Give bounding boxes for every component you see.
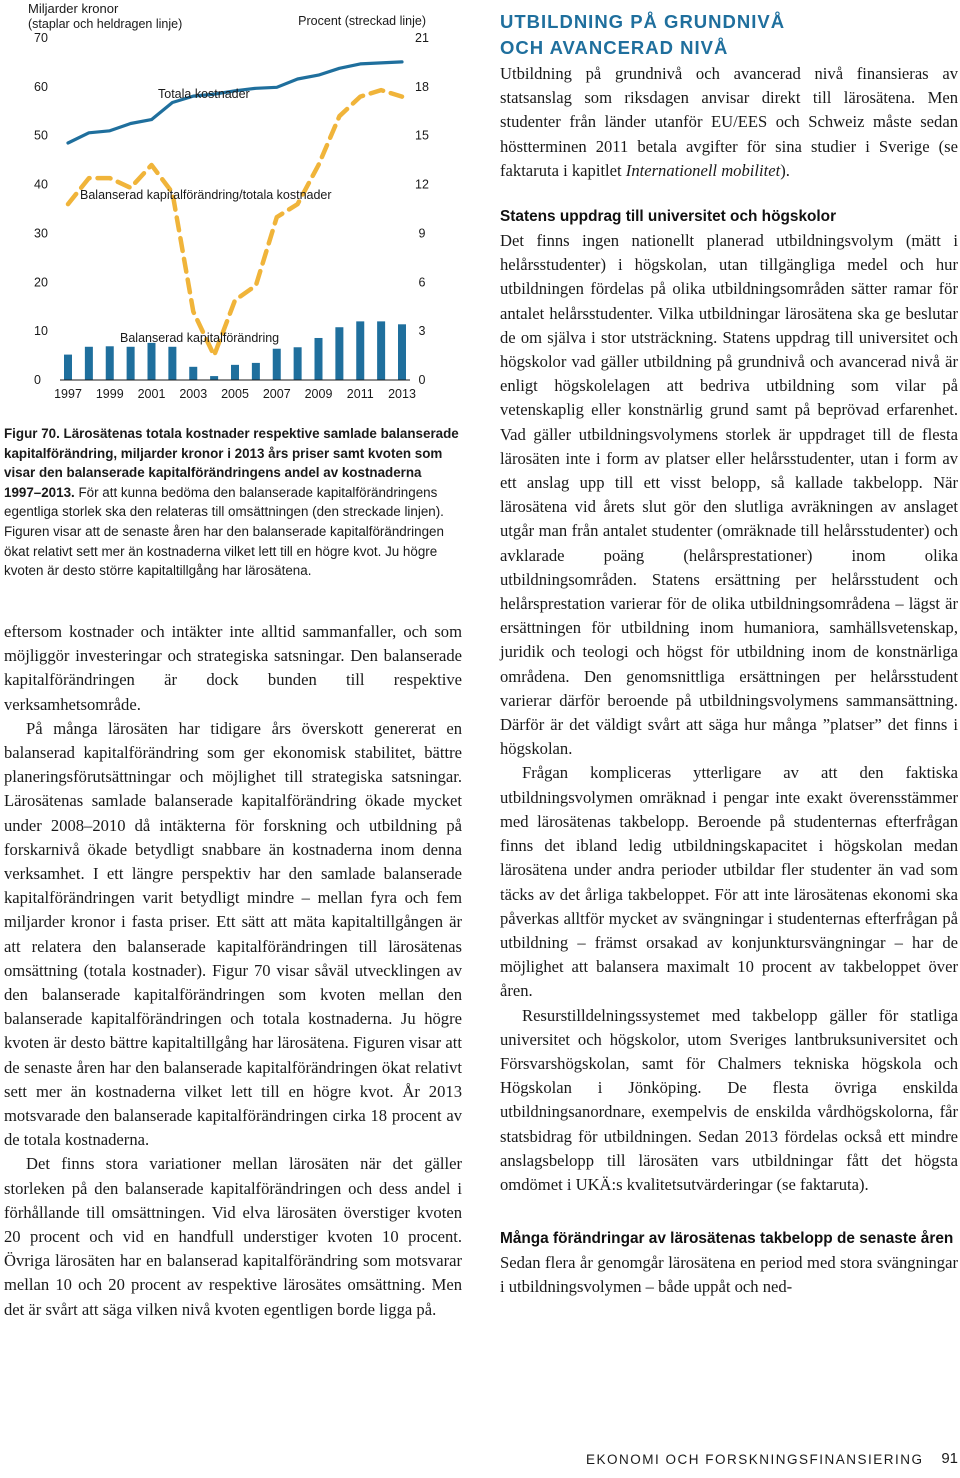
left-tick-30: 30 bbox=[34, 226, 48, 241]
chart-svg bbox=[0, 0, 460, 420]
caption-bold: Figur 70. Lärosätenas totala kostnader respektive samlade balanserade kapitalförändring, miljarder kronor i 2013 års priser samt kvoten som visar den balanserade kapitalförändringens andel av kostnaderna 1997–2013. bbox=[4, 426, 459, 500]
x-axis-ticks bbox=[54, 387, 416, 401]
x-tick-2001: 2001 bbox=[137, 387, 166, 401]
bar-2005 bbox=[231, 365, 239, 380]
left-tick-10: 10 bbox=[34, 324, 48, 339]
right-paragraph-1: Det finns ingen nationellt planerad utbildningsvolym (mätt i helårsstudenter) i högskolan, utan tillgängliga medel och hur utbildningen fördelas på olika utbildningsområden sätter ramar för antalet helårsstudenter. Vilka utbildningar lärosätena ska ge beslutar de om själva i stor utsträckning. Statens uppdrag till universitet och högskolor vad gäller utbildning på grundnivå och avancerad nivå är enligt högskolelagen att bedriva utbildning som vilar på vetenskaplig eller konstnärlig grund samt på beprövad erfarenhet. Vad gäller utbildningsvolymens storlek är uppdraget till de flesta lärosäten inte i form av platser eller helårsstudenter, utan i form av ett anslag upp till ett visst belopp, så kallade takbelopp. När lärosätena vid årets slut gör den slutliga avräkningen av anslaget utgår man från antalet studenter (omräknade till helårsstudenter) och avklarade poäng (helårsprestationer) inom olika utbildningsområden. Statens ersättning per helårsstudent och helårsprestation varierar för de olika utbildningsområdena – lägst är ersättningen för utbildning inom humaniora, samhällsvetenskap, juridik och teologi och högst för utbildning inom de konstnärliga områdena. Den genomsnittliga ersättningen per helårsstudent varierar därför beroende på utbildningsvolymens sammansättning. Därför är det väldigt svårt att säga hur många ”platser” det finns i högskolan. bbox=[500, 231, 958, 759]
right-tick-15: 15 bbox=[415, 128, 429, 143]
left-paragraph-3: Det finns stora variationer mellan lärosäten när det gäller storleken på den balanserade kapitalförändringen och dess andel i förhållande till omsättningen. Vid elva lärosäten överstiger kvoten 20 procent och vid en handfull understiger kvoten 10 procent. Övriga lärosäten har en balanserad kapitalförändring som motsvarar mellan 10 och 20 procent av respektive lärosätes omsättning. Men det är svårt att säga vilken nivå kvoten egentligen borde ligga på. bbox=[4, 1154, 462, 1319]
x-tick-2007: 2007 bbox=[262, 387, 291, 401]
right-paragraph-2: Frågan kompliceras ytterligare av att den faktiska utbildningsvolymen omräknad i pengar inte exakt överensstämmer med lärosätenas takbelopp. Beroende på studenternas efterfrågan finns det ibland ledig utbildningskapacitet i högskolan medan lärosätena under andra perioder utbildar fler studenter än vad som täcks av det årliga takbeloppet. För att inte lärosätenas ekonomi ska påverkas alltför mycket av svängningar i studenternas efterfrågan på utbildning – främst orsakad av konjunktursvängningar – har de möjlighet att balansera maximalt 10 procent av takbeloppet över åren. bbox=[500, 763, 958, 1001]
figure-caption bbox=[4, 424, 462, 581]
right-axis-title: Procent (streckad linje) bbox=[298, 14, 426, 28]
figure-70-chart bbox=[0, 0, 460, 420]
right-tick-21: 21 bbox=[415, 31, 429, 45]
bar-2000 bbox=[127, 347, 135, 380]
bar-2009 bbox=[315, 338, 323, 380]
section-title-line-1: UTBILDNING PÅ GRUNDNIVÅ bbox=[500, 11, 786, 32]
bar-2006 bbox=[252, 363, 260, 380]
left-tick-40: 40 bbox=[34, 177, 48, 192]
bar-2008 bbox=[294, 347, 302, 380]
right-tick-12: 12 bbox=[415, 177, 429, 192]
left-column-text bbox=[4, 620, 462, 1322]
left-tick-60: 60 bbox=[34, 79, 48, 94]
x-tick-2005: 2005 bbox=[221, 387, 249, 401]
bar-1998 bbox=[85, 347, 93, 380]
left-tick-70: 70 bbox=[34, 31, 48, 45]
bar-2002 bbox=[168, 347, 176, 380]
x-tick-2009: 2009 bbox=[304, 387, 333, 401]
intro-end: ). bbox=[780, 160, 790, 180]
ratio-dashed-line bbox=[68, 90, 402, 356]
left-axis-title-1: Miljarder kronor bbox=[28, 1, 119, 16]
bar-2010 bbox=[335, 327, 343, 380]
x-tick-2011: 2011 bbox=[346, 387, 374, 401]
heading-statens-uppdrag: Statens uppdrag till universitet och högskolor bbox=[500, 208, 837, 226]
series-lines bbox=[68, 62, 402, 356]
label-total-costs: Totala kostnader bbox=[158, 87, 250, 101]
left-paragraph-1: eftersom kostnader och intäkter inte alltid sammanfaller, och som möjliggör investeringar och strategiska satsningar. Den balanserade kapitalförändringen är dock bunden till respektive verksamhetsområde. bbox=[4, 622, 462, 714]
right-tick-0: 0 bbox=[418, 373, 426, 387]
right-tick-18: 18 bbox=[415, 79, 429, 94]
page-footer bbox=[586, 1452, 960, 1467]
x-tick-2013: 2013 bbox=[388, 387, 416, 401]
intro-paragraph bbox=[500, 62, 958, 183]
left-axis-title-2: (staplar och heldragen linje) bbox=[28, 17, 183, 31]
bar-1999 bbox=[106, 346, 114, 380]
x-tick-1999: 1999 bbox=[95, 387, 124, 401]
left-tick-50: 50 bbox=[34, 128, 48, 143]
right-tick-9: 9 bbox=[418, 226, 426, 241]
footer-label: EKONOMI OCH FORSKNINGSFINANSIERING bbox=[586, 1452, 924, 1467]
bar-2012 bbox=[377, 321, 385, 380]
heading-takbelopp: Många förändringar av lärosätenas takbelopp de senaste åren bbox=[500, 1230, 954, 1248]
label-ratio: Balanserad kapitalförändring/totala kostnader bbox=[80, 188, 332, 202]
label-capital: Balanserad kapitalförändring bbox=[120, 331, 280, 345]
bar-2007 bbox=[273, 349, 281, 380]
left-paragraph-2: På många lärosäten har tidigare års överskott genererat en balanserad kapitalförändring som ger ekonomisk stabilitet, bättre planeringsförutsättningar och möjlighet till strategiska satsningar. Lärosätenas samlade balanserade kapitalförändring ökade mycket under 2008–2010 då intäkterna för forskning och utbildning på forskarnivå ökade betydligt snabbare än kostnaderna inom denna verksamhet. I ett längre perspektiv har den samlade balanserade kapitalförändringen varit betydligt mindre – mellan fyra och fem miljarder kronor i fasta priser. Ett sätt att mäta kapitaltillgången är att relatera den balanserade kapitalförändringen till lärosätenas omsättning (totala kostnader). Figur 70 visar såväl utvecklingen av den balanserade kapitalförändringen som kvoten mellan den balanserade kapitalförändringen och totala kostnaderna. Ju högre kvoten är desto bättre kapitaltillgång har lärosätena. Figuren visar att de senaste åren har den balanserade kapitalförändringen ökat relativt sett mer än kostnaderna vilket lett till en högre kvot. År 2013 motsvarade den balanserade kapitalförändringen cirka 18 procent av de totala kostnaderna. bbox=[4, 718, 462, 1150]
caption-text: För att kunna bedöma den balanserade kapitalförändringens egentliga storlek ska den relateras till omsättningen (den streckade linjen). Figuren visar att de senaste åren har den balanserade kapitalförändringen ökat relativt sett mer än kostnaderna vilket lett till en högre kvot. Ju högre kvoten är desto större kapitaltillgång har lärosätena. bbox=[4, 484, 444, 579]
bar-2001 bbox=[148, 343, 156, 380]
bar-1997 bbox=[64, 355, 72, 380]
bar-2013 bbox=[398, 324, 406, 380]
page-number: 91 bbox=[941, 1450, 958, 1467]
right-column-text bbox=[500, 10, 958, 1300]
right-tick-3: 3 bbox=[418, 324, 426, 339]
section-title-line-2: OCH AVANCERAD NIVÅ bbox=[500, 37, 729, 58]
x-tick-2003: 2003 bbox=[179, 387, 208, 401]
right-tick-6: 6 bbox=[418, 275, 426, 290]
right-axis-ticks bbox=[415, 31, 429, 387]
x-tick-1997: 1997 bbox=[54, 387, 82, 401]
right-paragraph-3: Resurstilldelningssystemet med takbelopp gäller för statliga universitet och högskolor, utom Sveriges lantbruksuniversitet och Försvarshögskolan, samt för Chalmers tekniska högskola och Högskolan i Jönköping. De flesta övriga enskilda utbildningsanordnare, exempelvis de enskilda vårdhögskolorna, får statsbidrag för utbildningen. Sedan 2013 fördelas också ett mindre anslagsbelopp till lärosäten vars utbildningar fått det högsta omdömet i UKÄ:s kvalitetsutvärderingar (se faktaruta). bbox=[500, 1005, 958, 1194]
right-paragraph-4: Sedan flera år genomgår lärosätena en period med stora svängningar i utbildningsvolymen – både uppåt och ned- bbox=[500, 1253, 958, 1297]
left-tick-20: 20 bbox=[34, 275, 48, 290]
bar-2011 bbox=[356, 321, 364, 380]
bar-2004 bbox=[210, 376, 218, 380]
bar-2003 bbox=[189, 367, 197, 380]
intro-text: Utbildning på grundnivå och avancerad nivå finansieras av statsanslag som riksdagen anvisar direkt till lärosätena. Men studenter från länder utanför EU/EES och Schweiz måste sedan höstterminen 2011 betala avgifter för sina studier i Sverige (se faktaruta i kapitlet bbox=[500, 64, 958, 180]
left-axis-ticks bbox=[34, 31, 48, 387]
left-tick-0: 0 bbox=[34, 373, 41, 387]
intro-italic: Internationell mobilitet bbox=[625, 160, 781, 180]
